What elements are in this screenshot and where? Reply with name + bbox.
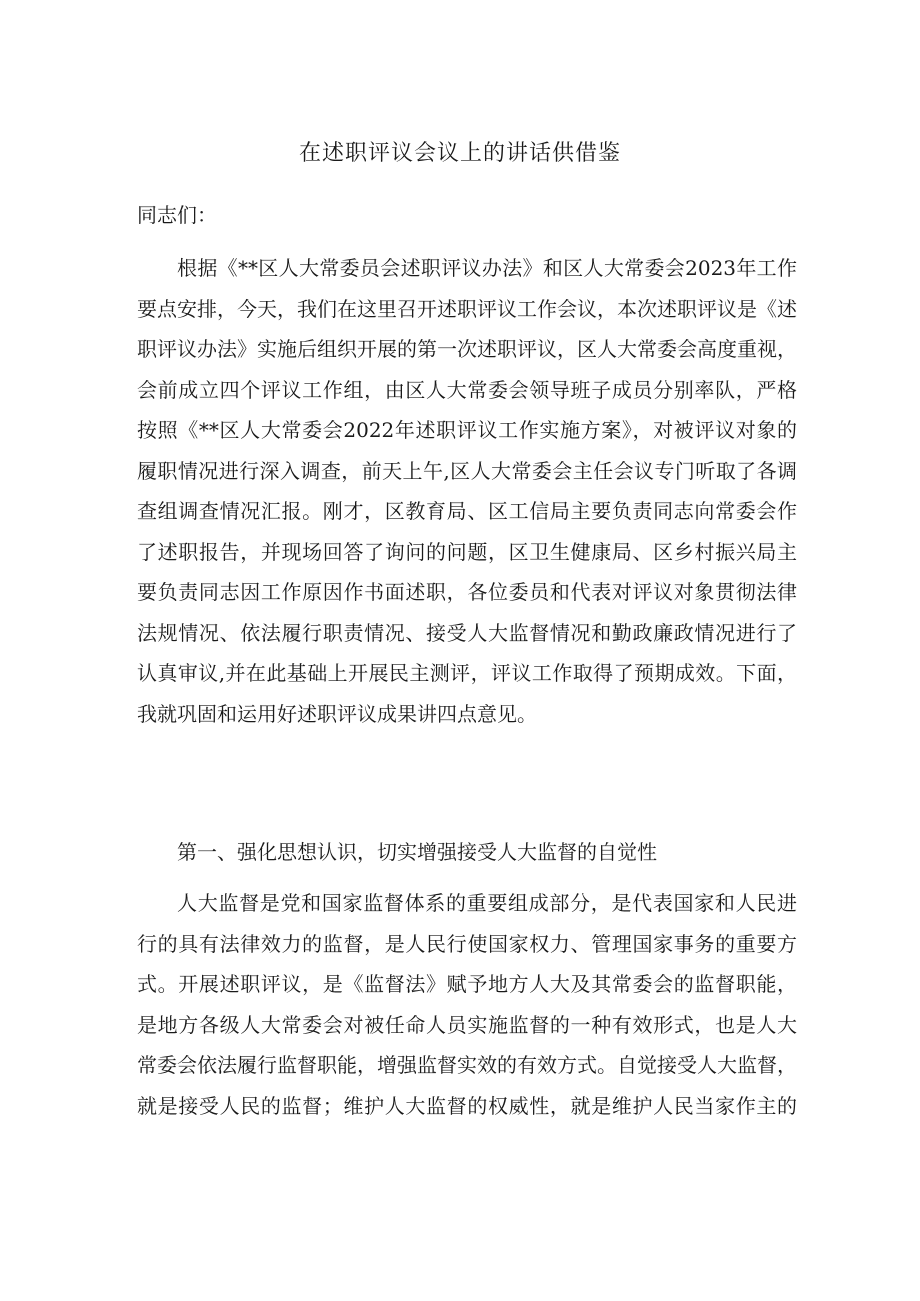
paragraph-line: 了述职报告，并现场回答了询问的问题，区卫生健康局、区乡村振兴局主	[137, 539, 797, 564]
document-title: 在述职评议会议上的讲话供借鉴	[298, 141, 621, 166]
paragraph-line: 常委会依法履行监督职能，增强监督实效的有效方式。自觉接受人大监督，	[137, 1053, 797, 1077]
section-heading-1: 第一、强化思想认识，切实增强接受人大监督的自觉性	[177, 840, 657, 864]
salutation: 同志们：	[137, 203, 217, 227]
paragraph-line: 我就巩固和运用好述职评议成果讲四点意见。	[137, 701, 537, 726]
paragraph-line: 就是接受人民的监督；维护人大监督的权威性，就是维护人民当家作主的	[137, 1093, 797, 1118]
paragraph-line: 要点安排，今天，我们在这里召开述职评议工作会议，本次述职评议是《述	[137, 296, 797, 321]
paragraph-line: 查组调查情况汇报。刚才，区教育局、区工信局主要负责同志向常委会作	[137, 499, 797, 523]
paragraph-line: 履职情况进行深入调查，前天上午,区人大常委会主任会议专门听取了各调	[137, 458, 797, 483]
paragraph-line: 按照《**区人大常委会2022年述职评议工作实施方案》，对被评议对象的	[137, 418, 797, 442]
paragraph-line: 认真审议,并在此基础上开展民主测评，评议工作取得了预期成效。下面，	[137, 661, 797, 685]
paragraph-2	[137, 883, 797, 1126]
paragraph-line: 人大监督是党和国家监督体系的重要组成部分，是代表国家和人民进	[177, 891, 797, 915]
paragraph-line: 法规情况、依法履行职责情况、接受人大监督情况和勤政廉政情况进行了	[137, 620, 797, 645]
paragraph-line: 行的具有法律效力的监督，是人民行使国家权力、管理国家事务的重要方	[137, 931, 797, 956]
paragraph-1	[137, 248, 797, 734]
paragraph-line: 职评议办法》实施后组织开展的第一次述职评议，区人大常委会高度重视，	[137, 337, 797, 361]
paragraph-line: 是地方各级人大常委会对被任命人员实施监督的一种有效形式，也是人大	[137, 1012, 797, 1037]
paragraph-line: 根据《**区人大常委员会述职评议办法》和区人大常委会2023年工作	[177, 256, 797, 280]
paragraph-line: 会前成立四个评议工作组，由区人大常委会领导班子成员分别率队，严格	[137, 377, 797, 402]
paragraph-line: 式。开展述职评议，是《监督法》赋予地方人大及其常委会的监督职能，	[137, 972, 797, 996]
paragraph-line: 要负责同志因工作原因作书面述职，各位委员和代表对评议对象贯彻法律	[137, 580, 797, 604]
